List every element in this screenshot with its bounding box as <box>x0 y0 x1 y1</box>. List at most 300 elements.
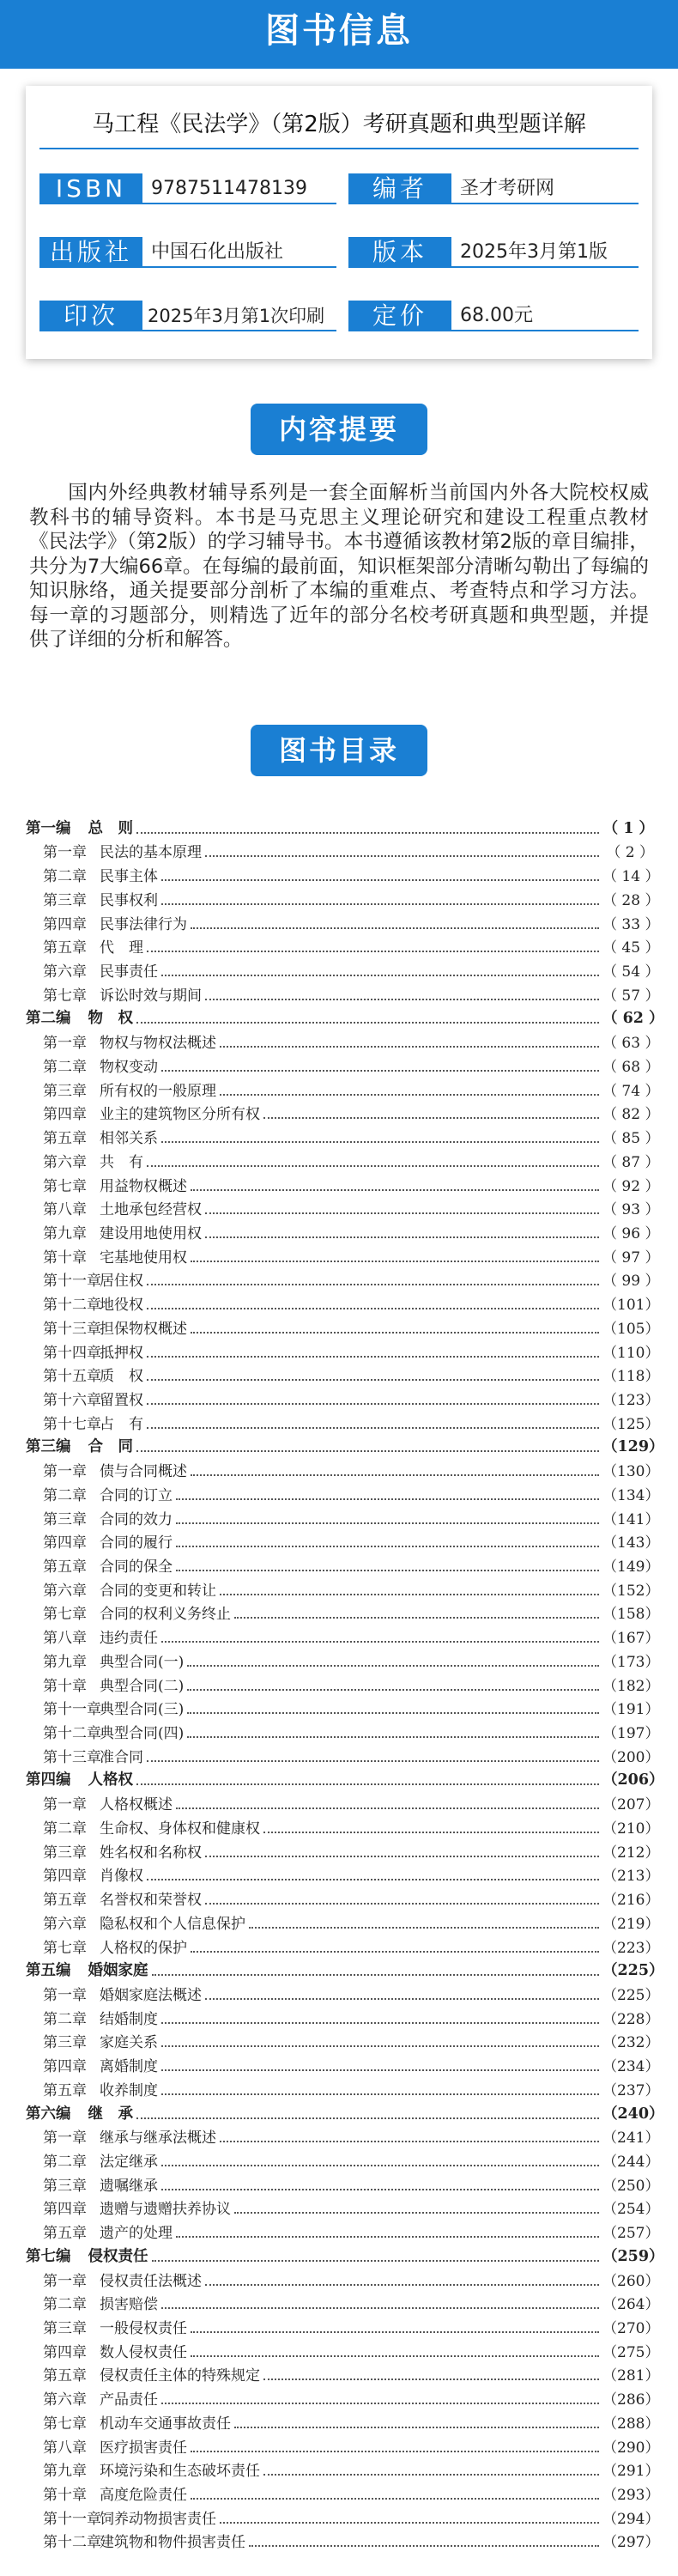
toc-entry-page: （ 2 ） <box>606 844 654 862</box>
toc-entry-page: （286） <box>602 2391 660 2409</box>
toc-leader-dots <box>161 1070 599 1072</box>
toc-entry-page: （288） <box>602 2415 660 2433</box>
toc-entry-page: （244） <box>602 2153 660 2171</box>
toc-entry-title: 占 有 <box>100 1415 143 1433</box>
toc-chapter-row <box>26 1885 660 1910</box>
toc-chapter-row <box>26 1100 660 1124</box>
toc-entry-page: （232） <box>602 2034 660 2052</box>
toc-entry-title: 离婚制度 <box>100 2058 158 2076</box>
toc-leader-dots <box>220 1046 599 1048</box>
toc-leader-dots <box>147 1403 599 1405</box>
toc-entry-number: 第七章 <box>43 1939 87 1957</box>
price-value: 68.00元 <box>451 301 639 331</box>
toc-entry-title: 名誉权和荣誉权 <box>100 1892 202 1910</box>
toc-entry-page: （ 57 ） <box>602 987 660 1005</box>
toc-leader-dots <box>220 1594 599 1595</box>
toc-entry-page: （125） <box>602 1415 660 1433</box>
toc-entry-page: （257） <box>602 2225 660 2243</box>
toc-entry-title: 合同的权利义务终止 <box>100 1606 231 1624</box>
toc-leader-dots <box>176 2236 599 2238</box>
toc-entry-page: （ 92 ） <box>602 1177 660 1195</box>
toc-entry-number: 第十二章 <box>43 1297 101 1315</box>
toc-entry-title: 侵权责任 <box>88 2247 148 2265</box>
book-info-card <box>26 86 652 359</box>
toc-chapter-row <box>26 2051 660 2076</box>
toc-entry-number: 第三章 <box>43 2320 87 2337</box>
toc-leader-dots <box>205 2284 599 2286</box>
toc-entry-page: （134） <box>602 1486 660 1504</box>
toc-entry-number: 第七章 <box>43 2415 87 2433</box>
toc-entry-title: 法定继承 <box>100 2153 158 2171</box>
toc-entry-title: 土地承包经营权 <box>100 1201 202 1219</box>
toc-chapter-row <box>26 2337 660 2361</box>
toc-part-row <box>26 1433 664 1457</box>
toc-entry-page: （212） <box>602 1844 660 1862</box>
toc-leader-dots <box>263 2379 599 2380</box>
toc-entry-page: （297） <box>602 2534 660 2552</box>
toc-leader-dots <box>136 832 599 834</box>
toc-entry-number: 第五章 <box>43 2225 87 2243</box>
toc-entry-page: （158） <box>602 1606 660 1624</box>
toc-entry-page: （ 93 ） <box>602 1201 660 1219</box>
toc-entry-page: （ 54 ） <box>602 963 660 981</box>
toc-entry-page: （191） <box>602 1701 660 1719</box>
toc-entry-number: 第八章 <box>43 1201 87 1219</box>
toc-entry-title: 合同的变更和转让 <box>100 1582 216 1600</box>
toc-entry-title: 遗赠与遗赠扶养协议 <box>100 2201 231 2219</box>
toc-entry-title: 民事权利 <box>100 891 158 909</box>
toc-chapter-row <box>26 1789 660 1814</box>
toc-chapter-row <box>26 1718 660 1743</box>
summary-text: 国内外经典教材辅导系列是一套全面解析当前国内外各大院校权威教科书的辅导资料。本书是马克思主义理论研究和建设工程重点教材《民法学》（第2版）的学习辅导书。本书遵循该教材第2版的章目编排，共分为7大编66章。在每编的最前面，知识框架部分清晰勾勒出了每编的知识脉络，通关提要部分剖析了本编的重难点、考查特点和学习方法。每一章的习题部分，则精选了近年的部分名校考研真题和典型题，并提供了详细的分析和解答。 <box>29 482 649 651</box>
toc-leader-dots <box>249 2545 599 2547</box>
toc-entry-page: （275） <box>602 2343 660 2361</box>
toc-leader-dots <box>136 1783 599 1785</box>
toc-entry-number: 第二编 <box>26 1010 71 1028</box>
toc-entry-number: 第十章 <box>43 1249 87 1267</box>
toc-entry-page: （ 99 ） <box>602 1273 660 1291</box>
toc-leader-dots <box>234 2212 599 2214</box>
toc-entry-number: 第六编 <box>26 2105 71 2123</box>
toc-leader-dots <box>191 1189 599 1191</box>
toc-entry-number: 第六章 <box>43 1915 87 1933</box>
toc-chapter-row <box>26 2385 660 2409</box>
toc-leader-dots <box>191 927 599 929</box>
toc-entry-page: （270） <box>602 2320 660 2337</box>
toc-entry-number: 第十三章 <box>43 1320 101 1338</box>
toc-entry-number: 第四章 <box>43 1868 87 1886</box>
toc-entry-title: 抵押权 <box>100 1344 143 1362</box>
toc-chapter-row <box>26 1028 660 1053</box>
toc-leader-dots <box>161 2022 599 2024</box>
toc-chapter-row <box>26 1742 660 1766</box>
toc-entry-page: （197） <box>602 1725 660 1743</box>
toc-entry-title: 肖像权 <box>100 1868 143 1886</box>
toc-entry-title: 物权与物权法概述 <box>100 1035 216 1053</box>
toc-entry-number: 第二章 <box>43 1058 87 1076</box>
toc-entry-number: 第四章 <box>43 2058 87 2076</box>
toc-chapter-row <box>26 1456 660 1481</box>
toc-entry-title: 居住权 <box>100 1273 143 1291</box>
toc-entry-title: 家庭关系 <box>100 2034 158 2052</box>
toc-entry-page: （152） <box>602 1582 660 1600</box>
toc-leader-dots <box>187 1689 599 1691</box>
toc-leader-dots <box>147 1356 599 1358</box>
toc-leader-dots <box>161 2307 599 2309</box>
toc-chapter-row <box>26 2147 660 2171</box>
toc-entry-title: 典型合同(三) <box>100 1701 185 1719</box>
toc-entry-number: 第六章 <box>43 963 87 981</box>
toc-entry-title: 产品责任 <box>100 2391 158 2409</box>
toc-entry-number: 第一章 <box>43 1463 87 1481</box>
toc-entry-title: 民法的基本原理 <box>100 844 202 862</box>
toc-entry-number: 第六章 <box>43 1153 87 1171</box>
toc-entry-title: 人格权的保护 <box>100 1939 187 1957</box>
toc-entry-title: 物权变动 <box>100 1058 158 1076</box>
toc-entry-page: （223） <box>602 1939 660 1957</box>
toc-leader-dots <box>147 1760 599 1762</box>
toc-entry-title: 合同的订立 <box>100 1486 173 1504</box>
toc-entry-number: 第三章 <box>43 2034 87 2052</box>
toc-chapter-row <box>26 2195 660 2219</box>
toc-entry-page: （101） <box>602 1297 660 1315</box>
toc-entry-number: 第十三章 <box>43 1748 101 1766</box>
toc-entry-number: 第二章 <box>43 1820 87 1838</box>
toc-chapter-row <box>26 2433 660 2457</box>
toc-entry-page: （ 97 ） <box>602 1249 660 1267</box>
toc-entry-title: 建筑物和物件损害责任 <box>100 2534 245 2552</box>
toc-leader-dots <box>205 1236 599 1238</box>
toc-leader-dots <box>152 1974 600 1976</box>
edition-value: 2025年3月第1版 <box>451 237 639 268</box>
toc-leader-dots <box>263 2474 599 2476</box>
toc-entry-number: 第五章 <box>43 2081 87 2099</box>
toc-leader-dots <box>152 2260 600 2262</box>
toc-chapter-row <box>26 1814 660 1838</box>
toc-entry-title: 典型合同(一) <box>100 1653 185 1671</box>
toc-chapter-row <box>26 1338 660 1362</box>
toc-leader-dots <box>263 1832 599 1833</box>
toc-chapter-row <box>26 1909 660 1933</box>
toc-chapter-row <box>26 2004 660 2028</box>
toc-entry-number: 第一章 <box>43 1796 87 1814</box>
toc-entry-title: 人格权概述 <box>100 1796 173 1814</box>
toc-entry-title: 所有权的一般原理 <box>100 1082 216 1100</box>
toc-entry-title: 人格权 <box>88 1771 133 1789</box>
toc-entry-page: （ 68 ） <box>602 1058 660 1076</box>
toc-entry-number: 第一编 <box>26 819 71 837</box>
toc-part-row <box>26 2242 664 2266</box>
toc-chapter-row <box>26 1314 660 1338</box>
toc-entry-title: 违约责任 <box>100 1630 158 1648</box>
printing-value: 2025年3月第1次印刷 <box>142 301 336 331</box>
toc-leader-dots <box>220 1094 599 1096</box>
toc-chapter-row <box>26 2171 660 2195</box>
toc-entry-page: （ 33 ） <box>602 915 660 933</box>
toc-chapter-row <box>26 2457 660 2481</box>
toc-entry-number: 第二章 <box>43 2010 87 2028</box>
toc-entry-number: 第七章 <box>43 987 87 1005</box>
toc-leader-dots <box>205 855 599 857</box>
toc-chapter-row <box>26 2504 660 2528</box>
toc-entry-number: 第三章 <box>43 1844 87 1862</box>
toc-entry-title: 婚姻家庭 <box>88 1962 148 1980</box>
toc-leader-dots <box>263 1117 599 1119</box>
toc-leader-dots <box>205 999 599 1000</box>
toc-entry-number: 第一章 <box>43 1035 87 1053</box>
toc-leader-dots <box>161 2093 599 2095</box>
toc-entry-title: 遗产的处理 <box>100 2225 173 2243</box>
toc-leader-dots <box>191 1332 599 1334</box>
toc-entry-page: （123） <box>602 1391 660 1409</box>
toc-leader-dots <box>147 1165 599 1167</box>
toc-entry-number: 第十四章 <box>43 1344 101 1362</box>
toc-leader-dots <box>205 1212 599 1214</box>
toc-part-row <box>26 1766 664 1790</box>
toc-entry-number: 第五编 <box>26 1962 71 1980</box>
toc-entry-number: 第五章 <box>43 2367 87 2385</box>
toc-chapter-row <box>26 957 660 981</box>
toc-entry-number: 第五章 <box>43 939 87 957</box>
toc-entry-page: （141） <box>602 1510 660 1528</box>
toc-chapter-row <box>26 2266 660 2290</box>
toc-entry-number: 第十一章 <box>43 2510 101 2528</box>
toc-entry-title: 建设用地使用权 <box>100 1224 202 1242</box>
toc-chapter-row <box>26 1171 660 1195</box>
toc-entry-title: 生命权、身体权和健康权 <box>100 1820 260 1838</box>
toc-leader-dots <box>176 1498 599 1500</box>
toc-chapter-row <box>26 2528 660 2552</box>
toc-entry-number: 第四章 <box>43 1534 87 1552</box>
toc-entry-number: 第十六章 <box>43 1391 101 1409</box>
toc-part-row <box>26 2099 664 2123</box>
toc-chapter-row <box>26 1862 660 1886</box>
toc-leader-dots <box>205 1903 599 1905</box>
toc-chapter-row <box>26 1838 660 1862</box>
toc-leader-dots <box>147 1879 599 1880</box>
toc-entry-page: （260） <box>602 2272 660 2290</box>
toc-entry-title: 质 权 <box>100 1368 143 1386</box>
toc-entry-title: 继 承 <box>88 2105 133 2123</box>
toc-entry-page: （213） <box>602 1868 660 1886</box>
toc-entry-number: 第八章 <box>43 1630 87 1648</box>
toc-entry-title: 共 有 <box>100 1153 143 1171</box>
toc-entry-number: 第十一章 <box>43 1273 101 1291</box>
toc-chapter-row <box>26 1933 660 1957</box>
toc-leader-dots <box>147 1379 599 1381</box>
toc-entry-title: 相邻关系 <box>100 1130 158 1148</box>
toc-leader-dots <box>191 2331 599 2333</box>
toc-entry-number: 第七编 <box>26 2247 71 2265</box>
toc-chapter-row <box>26 2290 660 2314</box>
toc-chapter-row <box>26 1267 660 1291</box>
toc-leader-dots <box>191 1474 599 1476</box>
toc-leader-dots <box>147 1427 599 1429</box>
toc-entry-number: 第十二章 <box>43 1725 101 1743</box>
toc-entry-page: （207） <box>602 1796 660 1814</box>
toc-leader-dots <box>187 1665 599 1667</box>
toc-entry-page: （ 14 ） <box>602 868 660 886</box>
toc-chapter-row <box>26 2218 660 2243</box>
toc-chapter-row <box>26 2075 660 2099</box>
toc-leader-dots <box>136 2117 599 2119</box>
toc-entry-number: 第二章 <box>43 1486 87 1504</box>
toc-part-row <box>26 1957 664 1981</box>
toc-chapter-row <box>26 838 654 862</box>
toc-entry-page: （ 96 ） <box>602 1224 660 1242</box>
toc-leader-dots <box>136 1022 599 1024</box>
toc-entry-page: （105） <box>602 1320 660 1338</box>
toc-entry-number: 第一章 <box>43 844 87 862</box>
toc-entry-number: 第十七章 <box>43 1415 101 1433</box>
toc-leader-dots <box>187 1736 599 1738</box>
toc-entry-page: （294） <box>602 2510 660 2528</box>
toc-entry-title: 合 同 <box>88 1438 133 1456</box>
editor-value: 圣才考研网 <box>451 173 639 204</box>
isbn-label: ISBN <box>39 173 142 204</box>
toc-chapter-row <box>26 2361 660 2385</box>
toc-entry-number: 第五章 <box>43 1892 87 1910</box>
toc-chapter-row <box>26 1576 660 1600</box>
toc-leader-dots <box>161 903 599 905</box>
toc-entry-number: 第十一章 <box>43 1701 101 1719</box>
edition-label: 版本 <box>348 237 451 268</box>
toc-entry-page: （182） <box>602 1677 660 1695</box>
toc-chapter-row <box>26 2028 660 2052</box>
toc-entry-title: 留置权 <box>100 1391 143 1409</box>
toc-entry-page: （149） <box>602 1558 660 1576</box>
toc-entry-title: 物 权 <box>88 1010 133 1028</box>
toc-chapter-row <box>26 1218 660 1242</box>
toc-chapter-row <box>26 885 660 909</box>
toc-chapter-row <box>26 933 660 957</box>
toc-entry-title: 宅基地使用权 <box>100 1249 187 1267</box>
toc-entry-title: 数人侵权责任 <box>100 2343 187 2361</box>
toc-entry-number: 第八章 <box>43 2439 87 2457</box>
toc-entry-number: 第七章 <box>43 1177 87 1195</box>
toc-entry-title: 准合同 <box>100 1748 143 1766</box>
toc-chapter-row <box>26 1123 660 1148</box>
summary-heading: 内容提要 <box>251 404 427 455</box>
toc-entry-title: 民事责任 <box>100 963 158 981</box>
toc-entry-title: 民事法律行为 <box>100 915 187 933</box>
toc-leader-dots <box>136 1450 599 1452</box>
toc-leader-dots <box>205 1856 599 1857</box>
toc-entry-page: （250） <box>602 2177 660 2195</box>
toc-entry-page: （ 74 ） <box>602 1082 660 1100</box>
toc-entry-number: 第二章 <box>43 2296 87 2314</box>
toc-entry-number: 第三编 <box>26 1438 71 1456</box>
toc-entry-number: 第十五章 <box>43 1368 101 1386</box>
toc-entry-number: 第一章 <box>43 1986 87 2004</box>
toc-entry-number: 第七章 <box>43 1606 87 1624</box>
toc-entry-page: （219） <box>602 1915 660 1933</box>
toc-entry-page: （259） <box>602 2247 664 2265</box>
toc-leader-dots <box>147 951 599 952</box>
toc-chapter-row <box>26 2409 660 2433</box>
toc-chapter-row <box>26 2313 660 2337</box>
toc-leader-dots <box>191 2498 599 2500</box>
toc-leader-dots <box>176 1522 599 1524</box>
toc-entry-page: （110） <box>602 1344 660 1362</box>
toc-entry-title: 业主的建筑物区分所有权 <box>100 1106 260 1124</box>
toc-leader-dots <box>161 879 599 881</box>
toc-entry-number: 第五章 <box>43 1130 87 1148</box>
toc-entry-page: （ 85 ） <box>602 1130 660 1148</box>
toc-entry-page: （ 82 ） <box>602 1106 660 1124</box>
toc-entry-page: （241） <box>602 2129 660 2148</box>
toc-entry-page: （237） <box>602 2081 660 2099</box>
toc-entry-page: （290） <box>602 2439 660 2457</box>
toc-chapter-row <box>26 1052 660 1076</box>
toc-entry-page: （173） <box>602 1653 660 1671</box>
toc-entry-title: 损害赔偿 <box>100 2296 158 2314</box>
toc-entry-title: 诉讼时效与期间 <box>100 987 202 1005</box>
toc-entry-page: （228） <box>602 2010 660 2028</box>
toc-chapter-row <box>26 1385 660 1409</box>
toc-chapter-row <box>26 1695 660 1719</box>
toc-leader-dots <box>220 2141 599 2142</box>
publisher-label: 出版社 <box>39 237 142 268</box>
publisher-value: 中国石化出版社 <box>142 237 336 268</box>
toc-entry-page: （ 87 ） <box>602 1153 660 1171</box>
toc-chapter-row <box>26 1671 660 1695</box>
toc-chapter-row <box>26 1504 660 1528</box>
toc-chapter-row <box>26 1409 660 1433</box>
toc-leader-dots <box>161 2189 599 2190</box>
toc-entry-title: 姓名权和名称权 <box>100 1844 202 1862</box>
table-of-contents <box>26 814 664 2552</box>
toc-chapter-row <box>26 2123 660 2148</box>
toc-entry-number: 第四章 <box>43 2201 87 2219</box>
toc-entry-title: 合同的效力 <box>100 1510 173 1528</box>
toc-entry-page: （129） <box>602 1438 664 1456</box>
toc-chapter-row <box>26 981 660 1005</box>
toc-entry-page: （216） <box>602 1892 660 1910</box>
toc-heading: 图书目录 <box>251 725 427 776</box>
toc-chapter-row <box>26 1623 660 1648</box>
toc-entry-number: 第九章 <box>43 1224 87 1242</box>
toc-entry-page: （291） <box>602 2463 660 2481</box>
toc-entry-title: 担保物权概述 <box>100 1320 187 1338</box>
toc-leader-dots <box>161 975 599 976</box>
printing-label: 印次 <box>39 301 142 331</box>
toc-chapter-row <box>26 909 660 933</box>
toc-chapter-row <box>26 1552 660 1576</box>
toc-entry-number: 第一章 <box>43 2272 87 2290</box>
toc-entry-number: 第十章 <box>43 1677 87 1695</box>
toc-chapter-row <box>26 1147 660 1171</box>
toc-entry-number: 第一章 <box>43 2129 87 2148</box>
toc-entry-title: 典型合同(四) <box>100 1725 185 1743</box>
toc-entry-number: 第三章 <box>43 1510 87 1528</box>
toc-entry-title: 继承与继承法概述 <box>100 2129 216 2148</box>
toc-entry-title: 用益物权概述 <box>100 1177 187 1195</box>
toc-entry-number: 第三章 <box>43 1082 87 1100</box>
toc-leader-dots <box>147 1284 599 1285</box>
toc-leader-dots <box>161 1141 599 1143</box>
toc-entry-title: 医疗损害责任 <box>100 2439 187 2457</box>
toc-entry-number: 第五章 <box>43 1558 87 1576</box>
toc-chapter-row <box>26 1528 660 1552</box>
toc-chapter-row <box>26 1362 660 1386</box>
toc-entry-page: （ 45 ） <box>602 939 660 957</box>
toc-entry-number: 第二章 <box>43 2153 87 2171</box>
toc-chapter-row <box>26 1290 660 1315</box>
toc-entry-number: 第四章 <box>43 2343 87 2361</box>
toc-chapter-row <box>26 861 660 886</box>
toc-entry-number: 第六章 <box>43 1582 87 1600</box>
